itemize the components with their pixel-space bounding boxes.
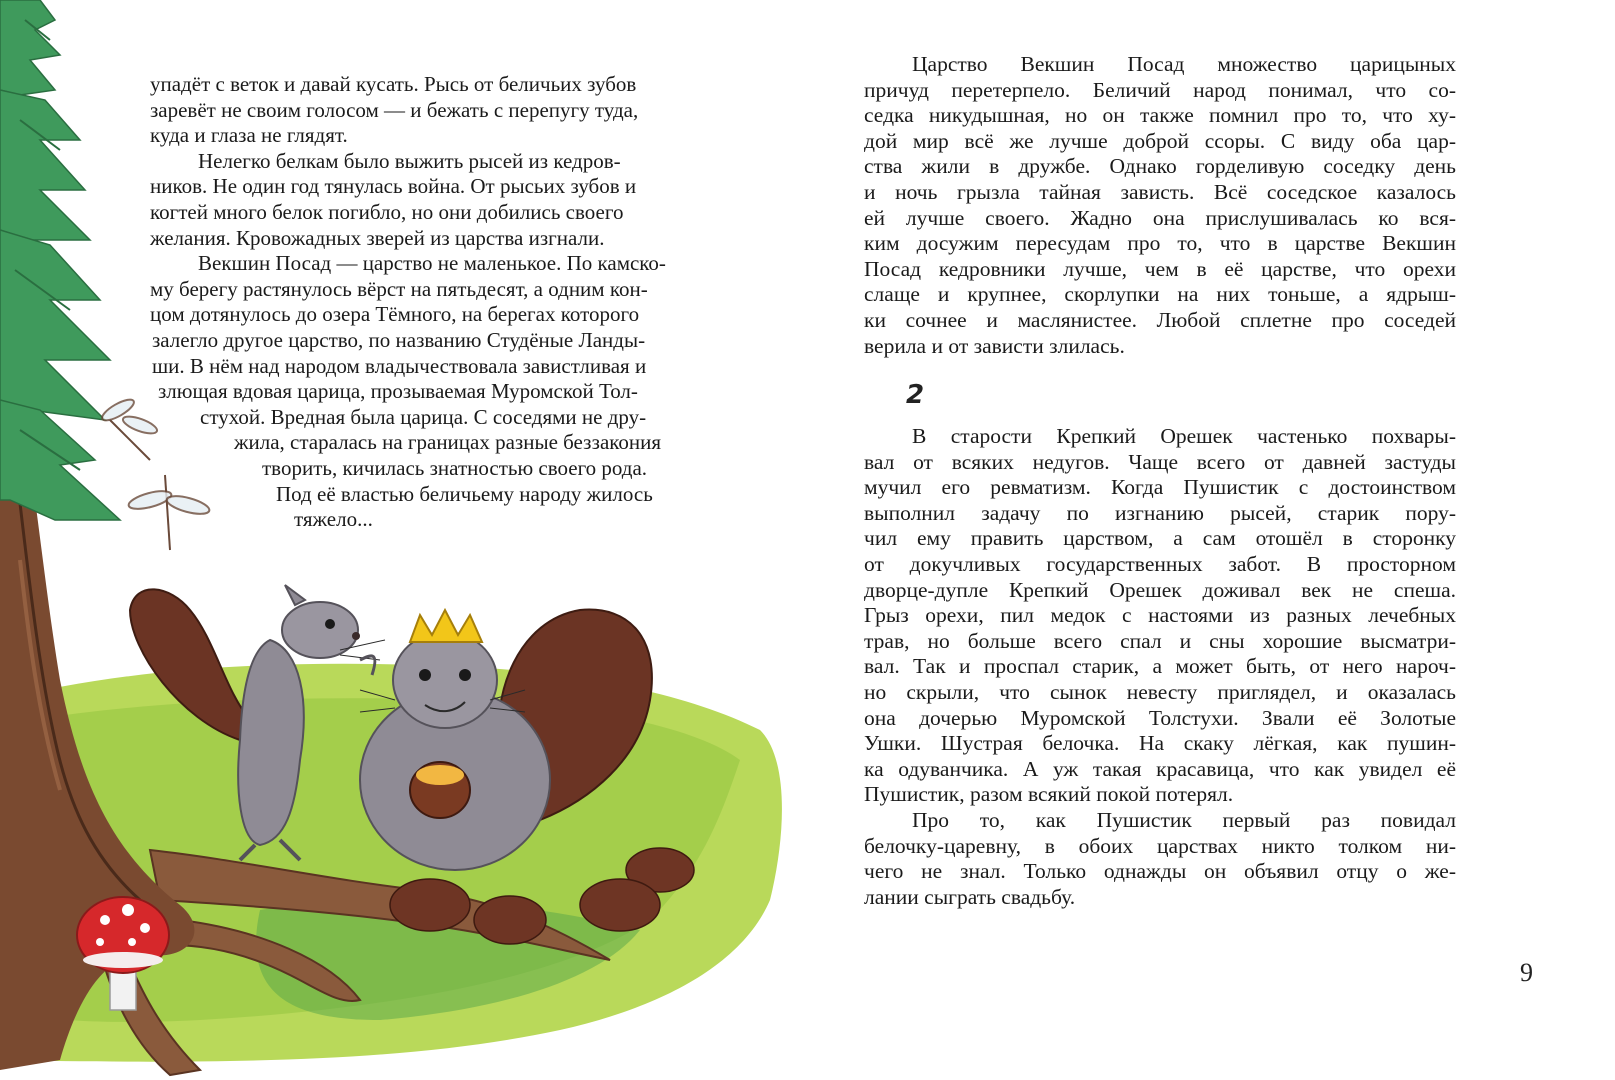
text-line: причуд перетерпело. Беличий народ понимал, что со- <box>864 77 1456 102</box>
text-line: ников. Не один год тянулась война. От рысьих зубов и <box>150 174 637 199</box>
right-text-column-chapter-2 <box>864 424 1456 910</box>
text-line: желания. Кровожадных зверей из царства изгнали. <box>150 225 605 250</box>
text-line: выполнил задачу по изгнанию рысей, старик пору- <box>864 500 1456 525</box>
text-line: Векшин Посад — царство не маленькое. По камско- <box>198 251 666 276</box>
text-line: ей лучше своего. Жадно она прислушивалась ко вся- <box>864 205 1456 230</box>
fir-branches <box>0 0 120 520</box>
text-line: залегло другое царство, по названию Студёные Ланды- <box>152 327 646 352</box>
text-line: дворце-дупле Крепкий Орешек доживал век не спеша. <box>864 577 1456 602</box>
text-line: чего не знал. Только однажды он объявил отцу о же- <box>864 859 1456 884</box>
text-line: ка одуванчика. А уж такая красавица, что как увидел её <box>864 756 1456 781</box>
left-text-column <box>150 72 740 533</box>
text-line: му берегу растянулось вёрст на пятьдесят, а одним кон- <box>150 276 648 301</box>
text-line: Посад кедровники лучше, чем в её царстве, что орехи <box>864 256 1456 281</box>
text-line: Пушистик, разом всякий покой потерял. <box>864 782 1234 807</box>
text-line: Грыз орехи, пил медок с настоями из разных лечебных <box>864 603 1456 628</box>
text-line: Под её властью беличьему народу жилось <box>276 481 653 506</box>
text-line: когтей много белок погибло, но они добились своего <box>150 199 624 224</box>
right-text-column <box>864 52 1456 359</box>
text-line: ства жили в дружбе. Однако горделивую соседку день <box>864 154 1456 179</box>
text-line: слаще и крупнее, скорлупки на них тоньше, а ядрыш- <box>864 282 1456 307</box>
text-line: верила и от зависти злилась. <box>864 333 1125 358</box>
text-line: дой мир всё же лучше доброй ссоры. С виду оба цар- <box>864 128 1456 153</box>
text-line: вал. Так и проспал старик, а может быть, от него нароч- <box>864 654 1456 679</box>
text-line: от докучливых государственных забот. В просторном <box>864 551 1456 576</box>
text-line: стухой. Вредная была царица. С соседями не дру- <box>200 404 647 429</box>
text-line: тяжело... <box>294 507 373 532</box>
text-line: белочку-царевну, в обоих царствах никто толком ни- <box>864 833 1456 858</box>
page-number: 9 <box>1520 958 1533 987</box>
text-line: она дочерью Муромской Толстухи. Звали её Золотые <box>864 705 1456 730</box>
text-line: Царство Векшин Посад множество царицыных <box>912 52 1456 76</box>
text-line: упадёт с веток и давай кусать. Рысь от беличьих зубов <box>150 72 637 96</box>
text-line: куда и глаза не глядят. <box>150 123 348 148</box>
text-line: вал от всяких недугов. Чаще всего от давней застуды <box>864 449 1456 474</box>
text-line: ши. В нём над народом владычествовала завистливая и <box>152 353 647 378</box>
text-line: заревёт не своим голосом — и бежать с перепугу туда, <box>150 97 639 122</box>
text-line: ким досужим пересудам про то, что в царстве Векшин <box>864 231 1456 256</box>
text-line: но скрыли, что сынок невесту приглядел, и оказалась <box>864 679 1456 704</box>
text-line: цом дотянулось до озера Тёмного, на берегах которого <box>150 302 640 327</box>
text-line: Ушки. Шустрая белочка. На скаку лёгкая, как пушин- <box>864 731 1456 756</box>
text-line: мучил его ревматизм. Когда Пушистик с достоинством <box>864 475 1456 500</box>
crown-icon <box>410 610 482 642</box>
text-line: Нелегко белкам было выжить рысей из кедров- <box>198 148 621 173</box>
text-line: творить, кичилась знатностью своего рода. <box>262 455 648 480</box>
text-line: лании сыграть свадьбу. <box>864 884 1076 909</box>
text-line: чил ему править царством, а сам отошёл в сторонку <box>864 526 1456 551</box>
text-line: и ночь грызла тайная зависть. Всё соседское казалось <box>864 179 1456 204</box>
text-line: трав, но больше всего спал и сны хорошие высматри- <box>864 628 1456 653</box>
text-line: злющая вдовая царица, прозываемая Муромской Тол- <box>158 379 638 404</box>
text-line: Про то, как Пушистик первый раз повидал <box>912 807 1456 832</box>
chapter-number: 2 <box>906 380 925 410</box>
text-line: В старости Крепкий Орешек частенько похвары- <box>912 424 1456 448</box>
text-line: ки сочнее и маслянистее. Любой сплетне про соседей <box>864 307 1456 332</box>
text-line: седка никудышная, но он также помнил про то, что ху- <box>864 103 1456 128</box>
text-line: жила, старалась на границах разные беззакония <box>234 430 662 455</box>
